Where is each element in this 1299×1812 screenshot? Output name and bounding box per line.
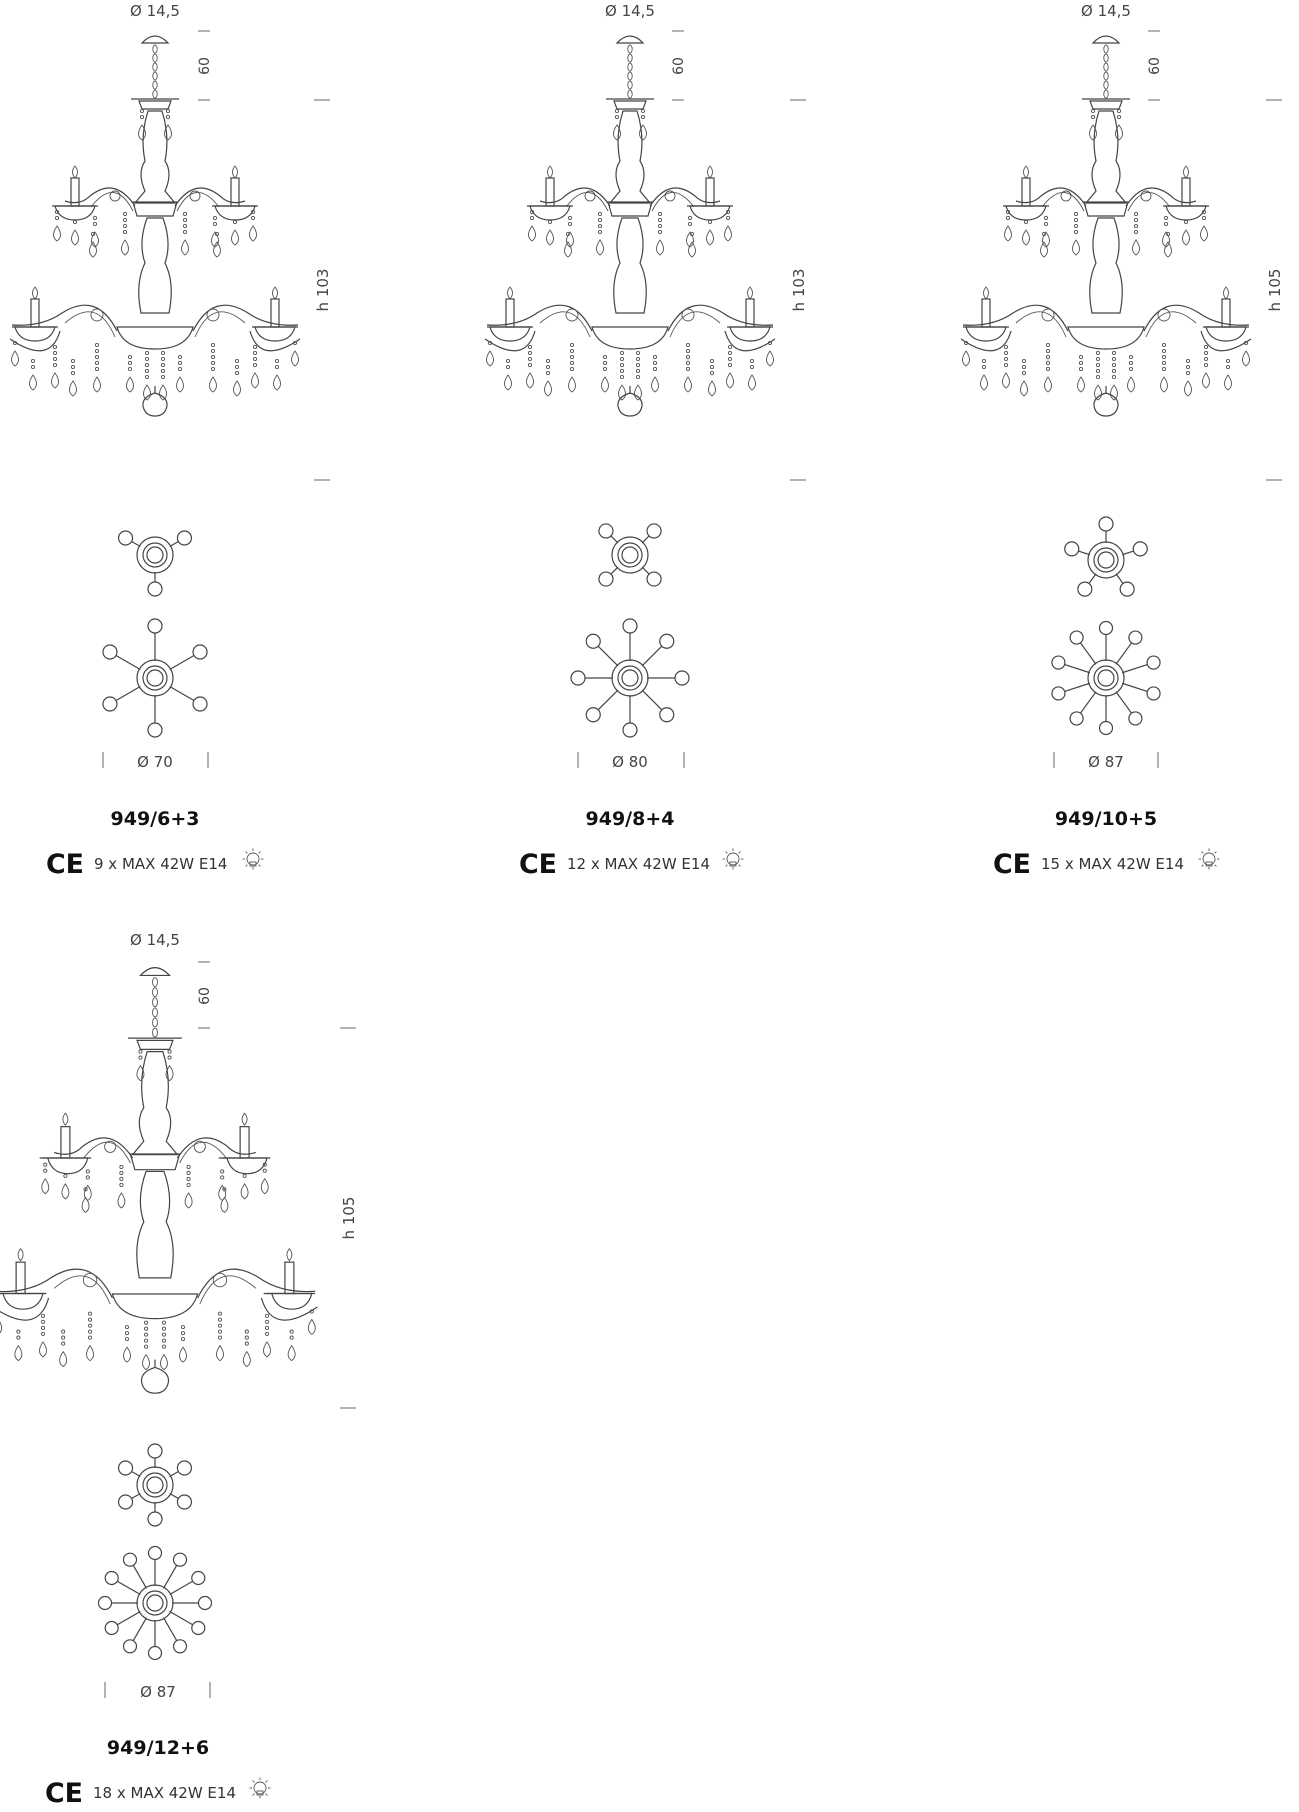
arm-cup: [1100, 622, 1113, 635]
model-number: 949/10+5: [1054, 808, 1158, 830]
spec-line: [45, 1778, 271, 1810]
arm-cup: [660, 708, 674, 722]
diameter-dimension: [103, 752, 208, 771]
diameter-dimension: [105, 1682, 210, 1701]
height-dimension: [314, 100, 332, 480]
bulb-icon: [250, 1778, 271, 1799]
chandelier-elevation-drawing: [961, 36, 1251, 416]
lamp-spec: 18 x MAX 42W E14: [93, 1784, 236, 1802]
ce-mark-icon: CE: [519, 849, 557, 880]
height-dimension: [340, 1028, 358, 1408]
ce-mark-icon: CE: [45, 1778, 83, 1809]
bottom-tier-plan-view: [103, 619, 207, 737]
height-dimension: [790, 100, 808, 480]
arm-cup: [1133, 542, 1147, 556]
arm-cup: [174, 1553, 187, 1566]
bottom-tier-plan-view: [571, 619, 689, 737]
chain-length-label: 60: [1147, 57, 1163, 75]
arm-cup: [103, 645, 117, 659]
model-number: 949/6+3: [110, 808, 200, 830]
arm-cup: [647, 524, 661, 538]
bottom-tier-plan-view: [99, 1547, 212, 1660]
arm-cup: [193, 645, 207, 659]
chain-length-label: 60: [197, 57, 213, 75]
bulb-icon: [1199, 849, 1220, 870]
arm-cup: [148, 723, 162, 737]
spec-line: [519, 849, 744, 881]
model-number: 949/12+6: [106, 1737, 210, 1759]
chain-length-dimension: [197, 962, 213, 1028]
chain-length-label: 60: [671, 57, 687, 75]
height-dimension: [1266, 100, 1284, 480]
height-label: h 103: [314, 268, 332, 312]
top-tier-plan-view: [119, 531, 192, 596]
lamp-spec: 9 x MAX 42W E14: [94, 855, 228, 873]
arm-cup: [1070, 712, 1083, 725]
chain-length-label: 60: [197, 987, 213, 1005]
diameter-label: Ø 80: [612, 753, 648, 771]
arm-cup: [1052, 656, 1065, 669]
arm-cup: [148, 582, 162, 596]
product-block-1: [10, 2, 332, 880]
ce-mark-icon: CE: [46, 849, 84, 880]
product-block-2: [485, 2, 808, 880]
height-label: h 105: [340, 1196, 358, 1240]
product-block-4: [0, 931, 358, 1809]
top-tier-plan-view: [1065, 517, 1147, 596]
model-number: 949/8+4: [585, 808, 675, 830]
canopy-diameter-label: Ø 14,5: [1081, 2, 1131, 20]
diameter-dimension: [1054, 752, 1158, 771]
arm-cup: [660, 634, 674, 648]
canopy-diameter-label: Ø 14,5: [605, 2, 655, 20]
arm-cup: [586, 634, 600, 648]
arm-cup: [192, 1572, 205, 1585]
arm-cup: [148, 1444, 162, 1458]
spec-line: [993, 849, 1220, 881]
bulb-icon: [723, 849, 744, 870]
arm-cup: [192, 1622, 205, 1635]
bottom-tier-plan-view: [1052, 622, 1160, 735]
top-tier-plan-view: [599, 524, 661, 586]
arm-cup: [177, 1461, 191, 1475]
diameter-label: Ø 70: [137, 753, 173, 771]
arm-cup: [149, 1547, 162, 1560]
chandelier-elevation-drawing: [485, 36, 775, 416]
arm-cup: [586, 708, 600, 722]
diameter-label: Ø 87: [140, 1683, 176, 1701]
arm-cup: [148, 1512, 162, 1526]
chandelier-elevation-drawing: [0, 968, 317, 1394]
arm-cup: [174, 1640, 187, 1653]
top-tier-plan-view: [119, 1444, 192, 1526]
bulb-icon: [243, 849, 264, 870]
chain-length-dimension: [671, 31, 687, 100]
arm-cup: [571, 671, 585, 685]
ce-mark-icon: CE: [993, 849, 1031, 880]
arm-cup: [177, 531, 191, 545]
arm-cup: [119, 1495, 133, 1509]
height-label: h 105: [1266, 268, 1284, 312]
spec-line: [46, 849, 264, 881]
canopy-diameter-label: Ø 14,5: [130, 2, 180, 20]
arm-cup: [1052, 687, 1065, 700]
arm-cup: [103, 697, 117, 711]
arm-cup: [149, 1647, 162, 1660]
arm-cup: [1147, 656, 1160, 669]
diameter-label: Ø 87: [1088, 753, 1124, 771]
arm-cup: [1070, 631, 1083, 644]
product-block-3: [961, 2, 1284, 880]
arm-cup: [193, 697, 207, 711]
diameter-dimension: [578, 752, 684, 771]
canopy-diameter-label: Ø 14,5: [130, 931, 180, 949]
arm-cup: [647, 572, 661, 586]
arm-cup: [1120, 582, 1134, 596]
arm-cup: [599, 572, 613, 586]
arm-cup: [1129, 712, 1142, 725]
arm-cup: [1078, 582, 1092, 596]
chain-length-dimension: [197, 31, 213, 100]
arm-cup: [1147, 687, 1160, 700]
arm-cup: [675, 671, 689, 685]
arm-cup: [124, 1553, 137, 1566]
arm-cup: [623, 619, 637, 633]
arm-cup: [105, 1622, 118, 1635]
arm-cup: [1100, 722, 1113, 735]
arm-cup: [623, 723, 637, 737]
chain-length-dimension: [1147, 31, 1163, 100]
arm-cup: [1065, 542, 1079, 556]
arm-cup: [124, 1640, 137, 1653]
arm-cup: [119, 1461, 133, 1475]
lamp-spec: 15 x MAX 42W E14: [1041, 855, 1184, 873]
arm-cup: [119, 531, 133, 545]
height-label: h 103: [790, 268, 808, 312]
arm-cup: [199, 1597, 212, 1610]
arm-cup: [105, 1572, 118, 1585]
chandelier-elevation-drawing: [10, 36, 300, 416]
arm-cup: [177, 1495, 191, 1509]
arm-cup: [99, 1597, 112, 1610]
arm-cup: [599, 524, 613, 538]
arm-cup: [1099, 517, 1113, 531]
arm-cup: [148, 619, 162, 633]
arm-cup: [1129, 631, 1142, 644]
lamp-spec: 12 x MAX 42W E14: [567, 855, 710, 873]
